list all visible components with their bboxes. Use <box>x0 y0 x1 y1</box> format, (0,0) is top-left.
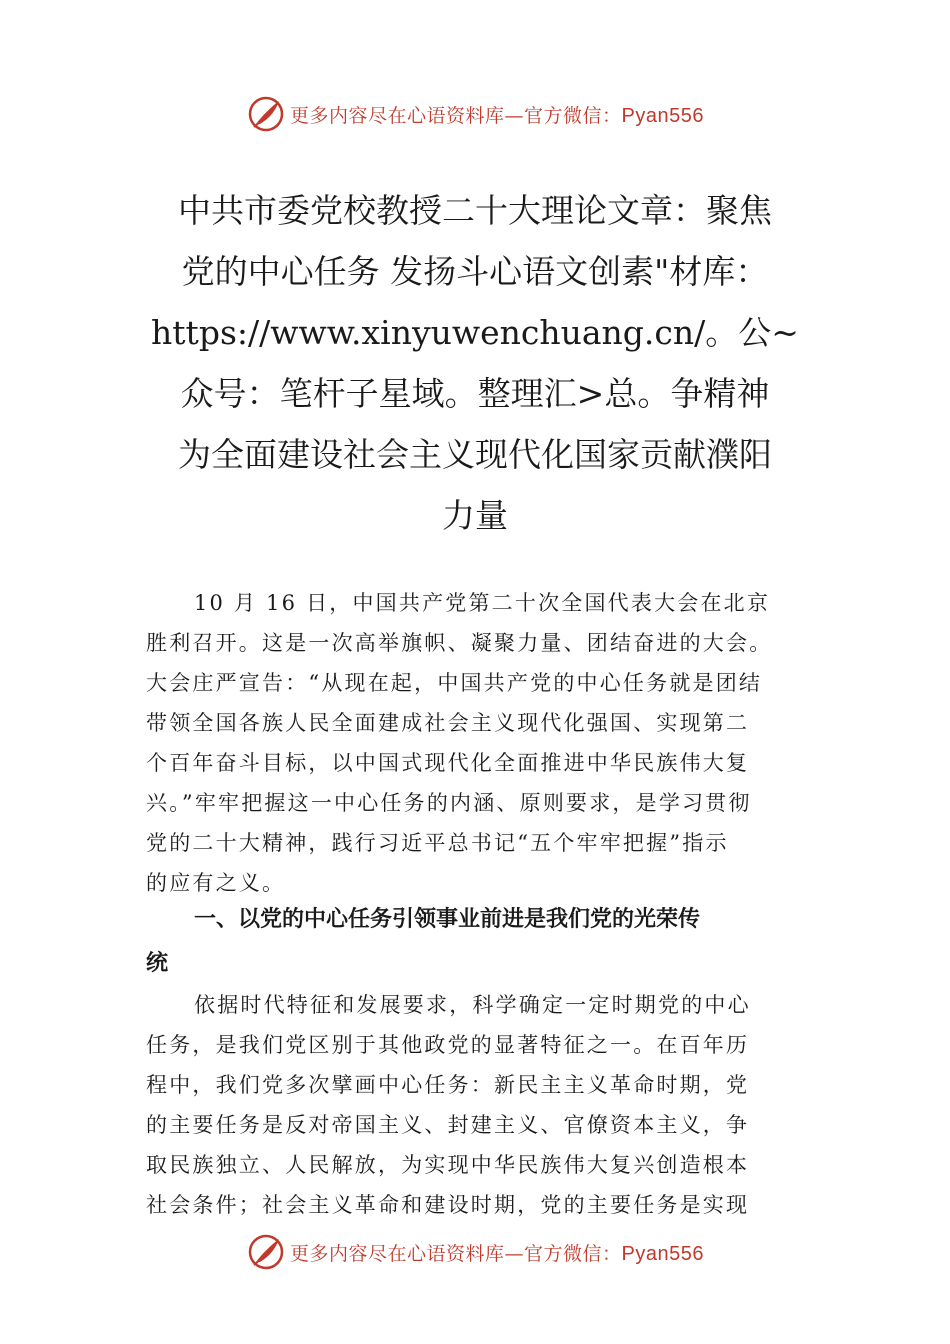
title-line: 力量 <box>442 496 508 535</box>
quill-logo-icon <box>246 1232 286 1272</box>
text-line: 个百年奋斗目标，以中国式现代化全面推进中华民族伟大复 <box>146 751 750 775</box>
title-line: 中共市委党校教授二十大理论文章：聚焦 <box>178 191 772 230</box>
title-line: https://www.xinyuwenchuang.cn/。公~ <box>151 313 799 352</box>
footer-banner <box>0 1230 950 1274</box>
text-line: 任务，是我们党区别于其他政党的显著特征之一。在百年历 <box>146 1033 750 1057</box>
document-title <box>150 180 800 546</box>
text-line: 党的二十大精神，践行习近平总书记“五个牢牢把握”指示 <box>146 831 729 855</box>
text-line: 程中，我们党多次擘画中心任务：新民主主义革命时期，党 <box>146 1073 750 1097</box>
banner-text: 更多内容尽在心语资料库—官方微信：Pyan556 <box>290 1242 704 1265</box>
paragraph-intro <box>146 583 806 903</box>
text-line: 的应有之义。 <box>146 871 286 895</box>
title-line: 为全面建设社会主义现代化国家贡献濮阳 <box>178 435 772 474</box>
text-line: 兴。”牢牢把握这一中心任务的内涵、原则要求，是学习贯彻 <box>146 791 752 815</box>
heading-line: 统 <box>146 951 169 976</box>
banner-text: 更多内容尽在心语资料库—官方微信：Pyan556 <box>290 104 704 127</box>
text-line: 社会条件；社会主义革命和建设时期，党的主要任务是实现 <box>146 1193 750 1217</box>
quill-logo-icon <box>246 94 286 134</box>
text-line: 取民族独立、人民解放，为实现中华民族伟大复兴创造根本 <box>146 1153 750 1177</box>
section-heading-1 <box>146 898 806 986</box>
title-line: 众号：笔杆子星域。整理汇>总。争精神 <box>180 374 770 413</box>
text-line: 的主要任务是反对帝国主义、封建主义、官僚资本主义，争 <box>146 1113 750 1137</box>
heading-line: 一、以党的中心任务引领事业前进是我们党的光荣传 <box>194 907 701 932</box>
paragraph-section-1 <box>146 985 806 1225</box>
text-line: 大会庄严宣告：“从现在起，中国共产党的中心任务就是团结 <box>146 671 763 695</box>
title-line: 党的中心任务 发扬斗心语文创素"材库： <box>181 252 769 291</box>
text-line: 胜利召开。这是一次高举旗帜、凝聚力量、团结奋进的大会。 <box>146 631 773 655</box>
text-line: 依据时代特征和发展要求，科学确定一定时期党的中心 <box>194 993 751 1017</box>
text-line: 10 月 16 日，中国共产党第二十次全国代表大会在北京 <box>194 591 771 615</box>
header-banner <box>0 92 950 136</box>
text-line: 带领全国各族人民全面建成社会主义现代化强国、实现第二 <box>146 711 750 735</box>
